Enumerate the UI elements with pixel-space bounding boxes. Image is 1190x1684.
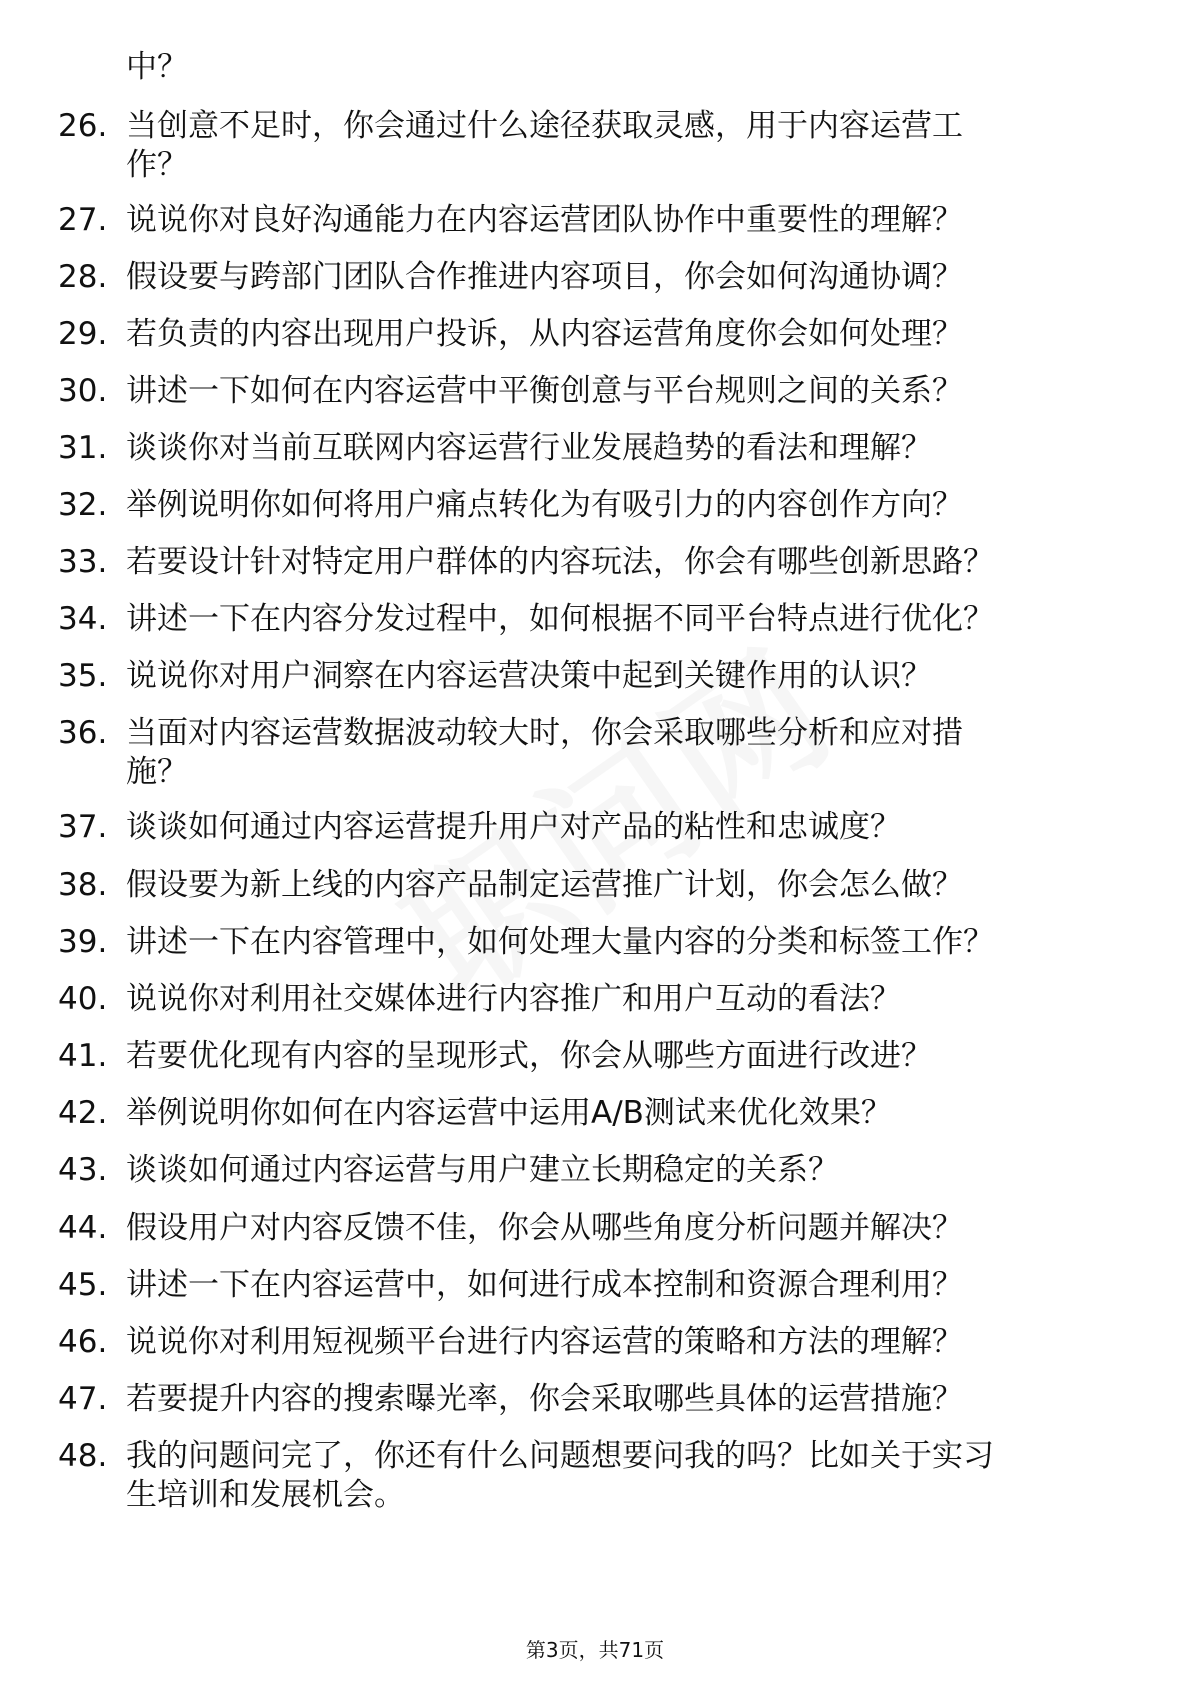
- question-number: 30.: [58, 373, 108, 409]
- question-text: [126, 48, 1166, 87]
- question-line: 若要提升内容的搜索曝光率，你会采取哪些具体的运营措施？: [126, 1381, 963, 1417]
- question-text: [126, 1437, 1166, 1515]
- question-text: [126, 714, 1166, 792]
- question-line: 生培训和发展机会。: [126, 1477, 405, 1513]
- question-line: 假设要为新上线的内容产品制定运营推广计划，你会怎么做？: [126, 867, 963, 903]
- question-text: [126, 258, 1166, 297]
- question-line: 说说你对利用社交媒体进行内容推广和用户互动的看法？: [126, 981, 901, 1017]
- question-text: [126, 600, 1166, 639]
- question-line: 谈谈你对当前互联网内容运营行业发展趋势的看法和理解？: [126, 430, 932, 466]
- question-number: 47.: [58, 1381, 108, 1417]
- question-text: [126, 866, 1166, 905]
- question-line: 举例说明你如何在内容运营中运用A/B测试来优化效果？: [126, 1095, 892, 1131]
- question-line: 说说你对用户洞察在内容运营决策中起到关键作用的认识？: [126, 658, 932, 694]
- question-number: 33.: [58, 544, 108, 580]
- question-line: 作？: [126, 147, 188, 183]
- question-number: 40.: [58, 981, 108, 1017]
- question-line: 施？: [126, 754, 188, 790]
- question-number: 44.: [58, 1210, 108, 1246]
- question-line: 谈谈如何通过内容运营提升用户对产品的粘性和忠诚度？: [126, 809, 901, 845]
- question-text: [126, 1037, 1166, 1076]
- question-text: [126, 1323, 1166, 1362]
- question-text: [126, 657, 1166, 696]
- page-footer: 第3页，共71页: [525, 1638, 665, 1662]
- question-text: [126, 923, 1166, 962]
- question-line: 讲述一下在内容分发过程中，如何根据不同平台特点进行优化？: [126, 601, 994, 637]
- question-line: 讲述一下如何在内容运营中平衡创意与平台规则之间的关系？: [126, 373, 963, 409]
- question-line: 假设用户对内容反馈不佳，你会从哪些角度分析问题并解决？: [126, 1210, 963, 1246]
- question-line: 若要设计针对特定用户群体的内容玩法，你会有哪些创新思路？: [126, 544, 994, 580]
- question-number: 45.: [58, 1267, 108, 1303]
- question-number: 26.: [58, 108, 108, 144]
- question-line: 若负责的内容出现用户投诉，从内容运营角度你会如何处理？: [126, 316, 963, 352]
- question-text: [126, 107, 1166, 185]
- question-text: [126, 980, 1166, 1019]
- question-text: [126, 1151, 1166, 1190]
- question-text: [126, 1094, 1166, 1133]
- question-text: [126, 1380, 1166, 1419]
- question-number: 35.: [58, 658, 108, 694]
- question-text: [126, 372, 1166, 411]
- question-number: 36.: [58, 715, 108, 751]
- question-number: 28.: [58, 259, 108, 295]
- question-number: 37.: [58, 809, 108, 845]
- question-line: 假设要与跨部门团队合作推进内容项目，你会如何沟通协调？: [126, 259, 963, 295]
- question-line: 说说你对利用短视频平台进行内容运营的策略和方法的理解？: [126, 1324, 963, 1360]
- question-number: 31.: [58, 430, 108, 466]
- question-number: 38.: [58, 867, 108, 903]
- question-line: 说说你对良好沟通能力在内容运营团队协作中重要性的理解？: [126, 202, 963, 238]
- question-number: 43.: [58, 1152, 108, 1188]
- question-number: 41.: [58, 1038, 108, 1074]
- question-line: 举例说明你如何将用户痛点转化为有吸引力的内容创作方向？: [126, 487, 963, 523]
- question-line: 我的问题问完了，你还有什么问题想要问我的吗？比如关于实习: [126, 1438, 994, 1474]
- question-number: 32.: [58, 487, 108, 523]
- question-line: 谈谈如何通过内容运营与用户建立长期稳定的关系？: [126, 1152, 839, 1188]
- question-number: 46.: [58, 1324, 108, 1360]
- question-line: 中？: [126, 49, 188, 85]
- question-number: 29.: [58, 316, 108, 352]
- question-text: [126, 486, 1166, 525]
- question-text: [126, 1209, 1166, 1248]
- question-line: 若要优化现有内容的呈现形式，你会从哪些方面进行改进？: [126, 1038, 932, 1074]
- question-text: [126, 808, 1166, 847]
- question-number: 34.: [58, 601, 108, 637]
- question-number: 39.: [58, 924, 108, 960]
- question-number: 48.: [58, 1438, 108, 1474]
- question-line: 讲述一下在内容运营中，如何进行成本控制和资源合理利用？: [126, 1267, 963, 1303]
- question-text: [126, 429, 1166, 468]
- question-line: 讲述一下在内容管理中，如何处理大量内容的分类和标签工作？: [126, 924, 994, 960]
- question-line: 当面对内容运营数据波动较大时，你会采取哪些分析和应对措: [126, 715, 963, 751]
- question-line: 当创意不足时，你会通过什么途径获取灵感，用于内容运营工: [126, 108, 963, 144]
- question-text: [126, 315, 1166, 354]
- question-text: [126, 1266, 1166, 1305]
- question-text: [126, 543, 1166, 582]
- question-number: 27.: [58, 202, 108, 238]
- question-text: [126, 201, 1166, 240]
- question-number: 42.: [58, 1095, 108, 1131]
